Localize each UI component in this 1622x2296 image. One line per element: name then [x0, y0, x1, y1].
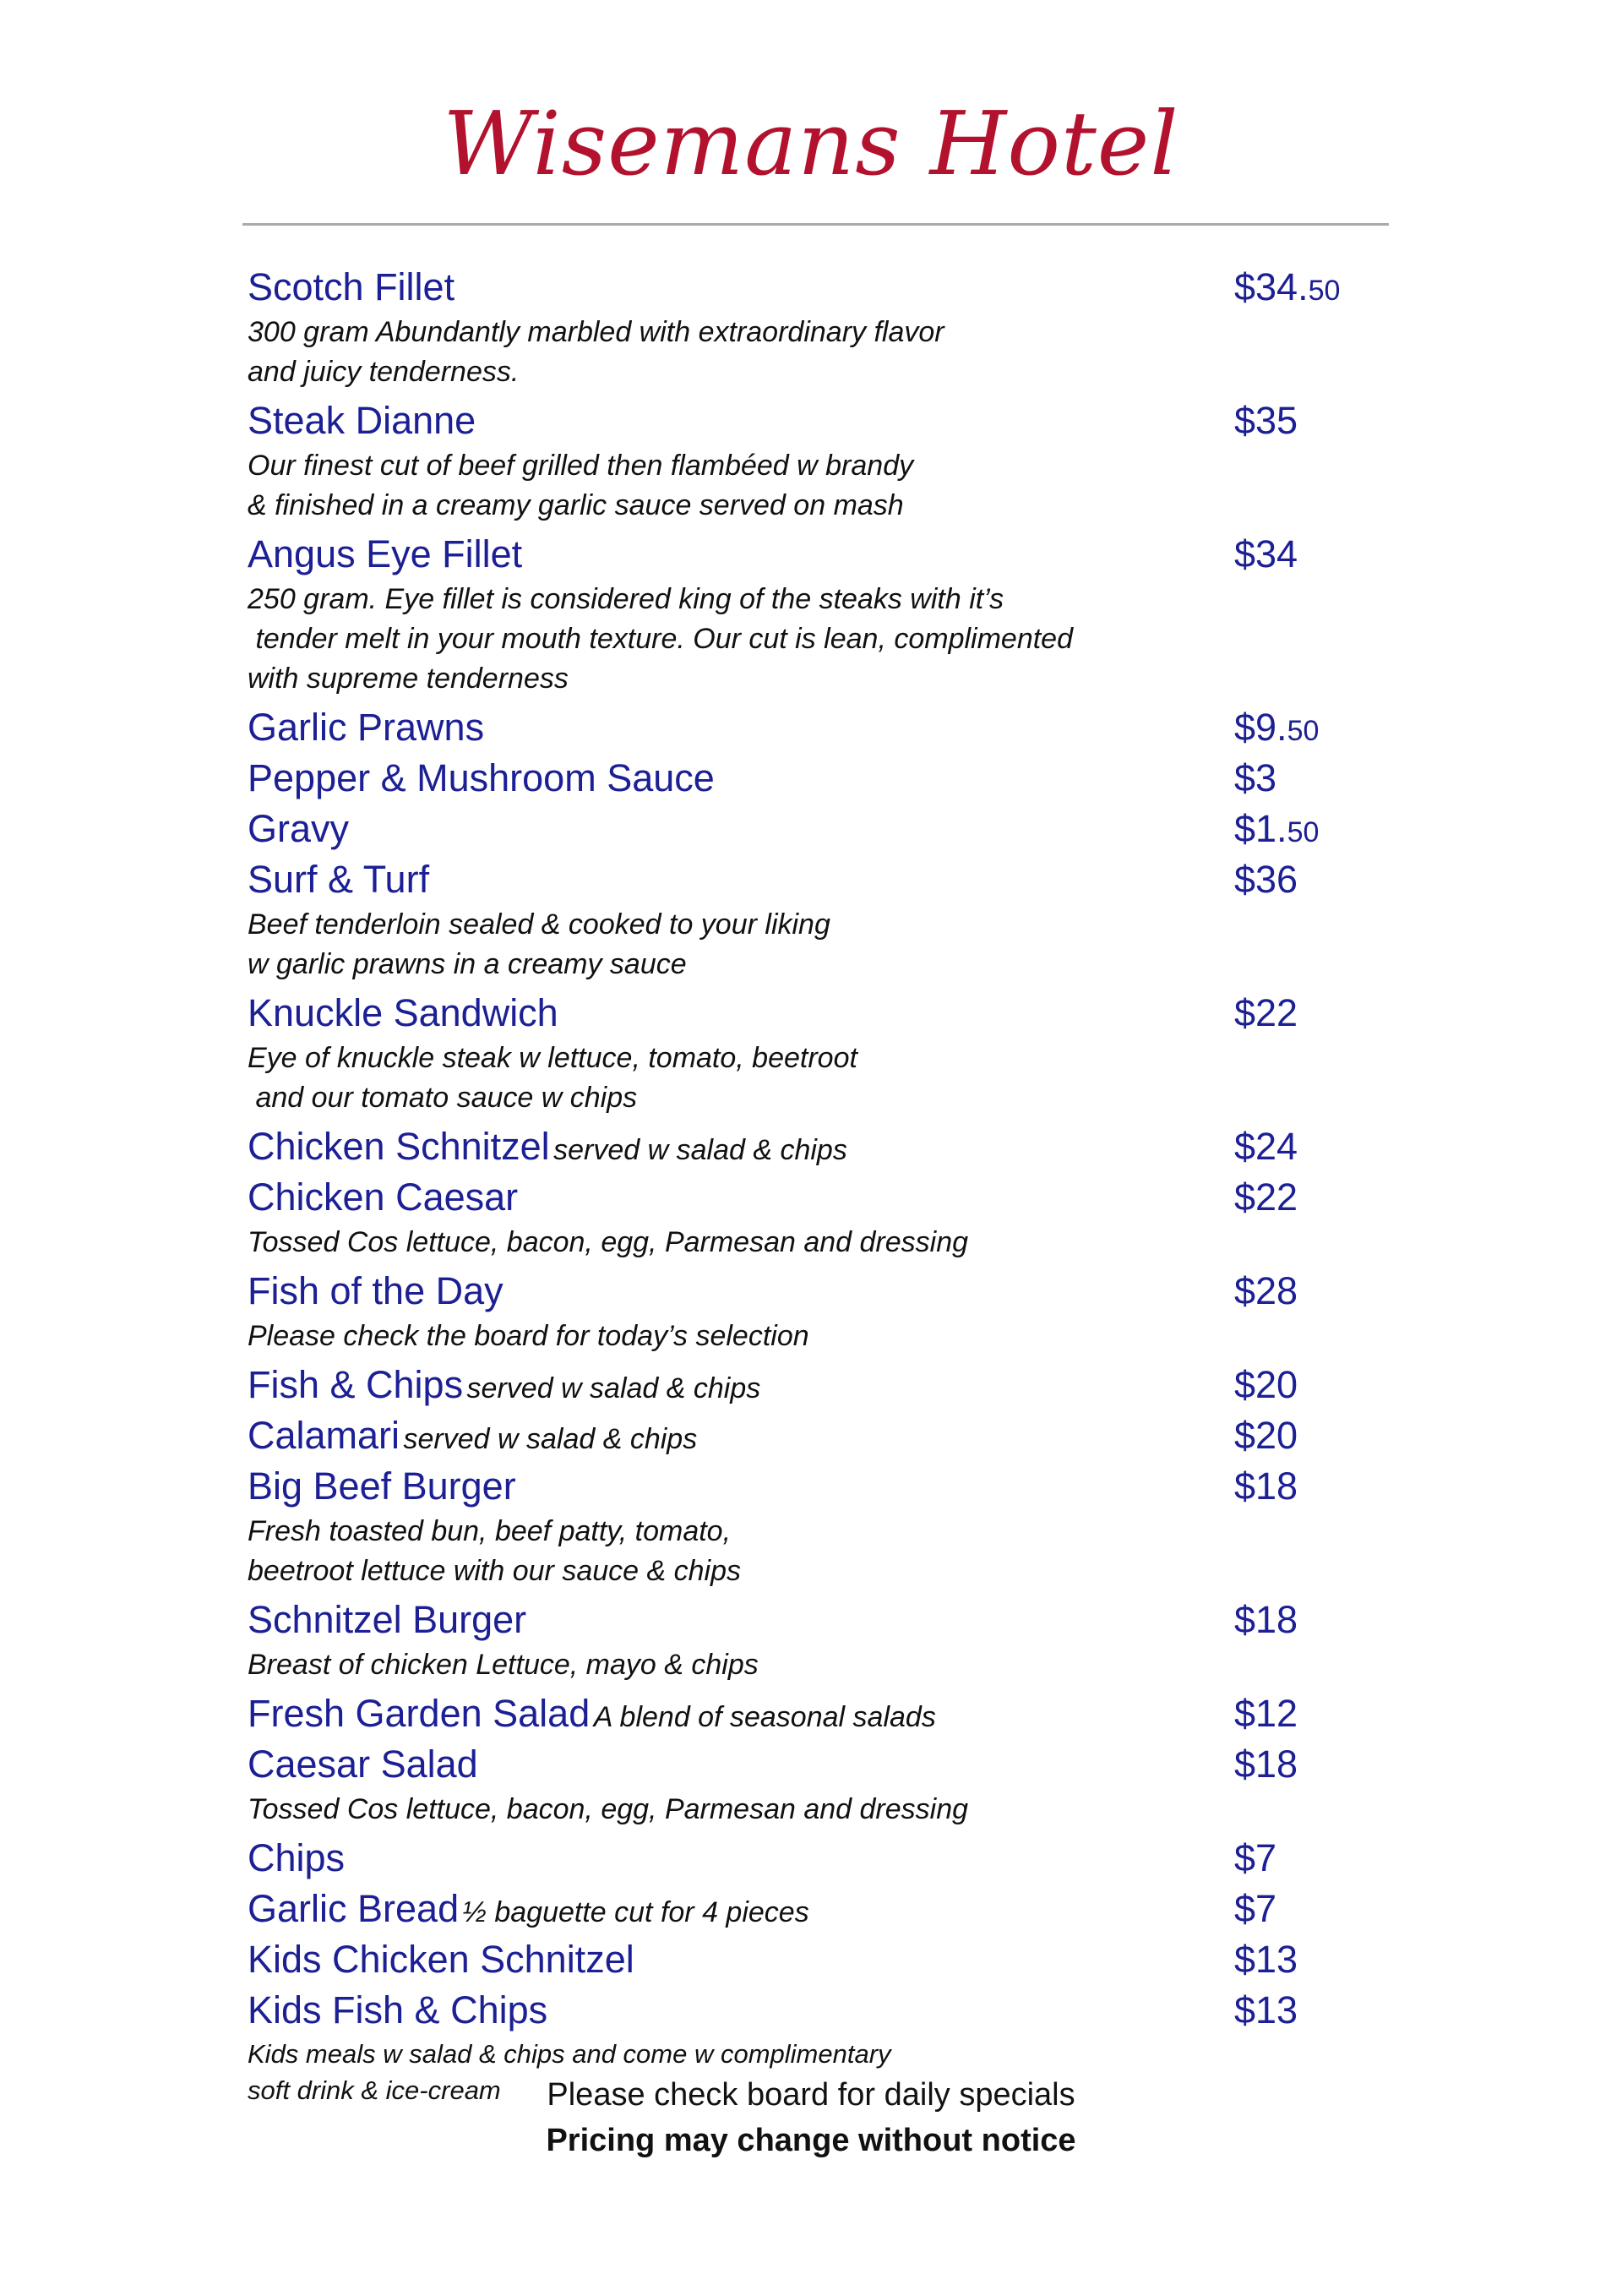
- menu-item-price: [1234, 1410, 1298, 1461]
- menu-item-name: Fish & Chips: [248, 1363, 464, 1406]
- menu-item-description: [248, 1317, 1380, 1356]
- menu-item: [248, 1266, 1380, 1356]
- menu-item-name: Pepper & Mushroom Sauce: [248, 756, 715, 799]
- menu-item-description: [248, 1223, 1380, 1263]
- menu-item-name: Garlic Bread: [248, 1887, 460, 1930]
- menu-item: [248, 1360, 1380, 1410]
- menu-item-name: Garlic Prawns: [248, 706, 485, 749]
- menu-item: [248, 753, 1380, 804]
- menu-item: [248, 1884, 1380, 1934]
- menu-item-name: Gravy: [248, 807, 350, 850]
- menu-item-note: A blend of seasonal salads: [593, 1701, 936, 1733]
- menu-item-price-cents: 50: [1287, 715, 1320, 747]
- menu-item-price-main: $35: [1234, 399, 1298, 442]
- menu-item-description-line: & finished in a creamy garlic sauce served on mash: [248, 489, 904, 521]
- menu-item-description-line: 250 gram. Eye fillet is considered king of the steaks with it’s: [248, 583, 1004, 615]
- menu-item-description-line: tender melt in your mouth texture. Our cut is lean, complimented: [248, 623, 1074, 655]
- menu-item-price: [1234, 1266, 1298, 1317]
- menu-item-description: [248, 446, 1380, 526]
- menu-item-note: served w salad & chips: [403, 1423, 698, 1455]
- menu-item-name: Fresh Garden Salad: [248, 1692, 591, 1735]
- menu-item-row: [248, 1985, 1380, 2036]
- menu-item-description-line: Breast of chicken Lettuce, mayo & chips: [248, 1649, 759, 1681]
- menu-item-price: [1234, 1884, 1276, 1934]
- menu-item-price: [1234, 988, 1298, 1039]
- menu-item: [248, 1833, 1380, 1884]
- menu-item-description-line: Our finest cut of beef grilled then flambéed w brandy: [248, 450, 914, 482]
- menu-item-price-main: $12: [1234, 1692, 1298, 1735]
- menu-item: [248, 854, 1380, 984]
- menu-item: [248, 1172, 1380, 1263]
- menu-item-description-line: and our tomato sauce w chips: [248, 1082, 638, 1114]
- menu-item-name: Scotch Fillet: [248, 265, 455, 308]
- menu-item-price-main: $22: [1234, 991, 1298, 1034]
- menu-item-row: [248, 395, 1380, 446]
- menu-item-description-line: Beef tenderloin sealed & cooked to your liking: [248, 908, 830, 941]
- menu-item-price-main: $22: [1234, 1175, 1298, 1219]
- menu-item-row: [248, 1360, 1380, 1410]
- menu-item-description-line: soft drink & ice-cream: [248, 2075, 501, 2105]
- menu-item-description: [248, 313, 1380, 392]
- menu-item-description-line: Eye of knuckle steak w lettuce, tomato, beetroot: [248, 1042, 857, 1074]
- footer-specials-note: Please check board for daily specials: [547, 2077, 1075, 2113]
- menu-item: [248, 1595, 1380, 1685]
- menu-item-description-line: Kids meals w salad & chips and come w complimentary: [248, 2039, 891, 2069]
- menu-item-row: [248, 702, 1380, 753]
- menu-item-price: [1234, 854, 1298, 905]
- menu-item-price-main: $20: [1234, 1414, 1298, 1457]
- menu-item-price: [1234, 1739, 1298, 1790]
- menu-item: [248, 702, 1380, 753]
- menu-item-name: Kids Chicken Schnitzel: [248, 1938, 634, 1981]
- menu-item-row: [248, 753, 1380, 804]
- menu-item-price: [1234, 529, 1298, 580]
- menu-item-price: [1234, 1121, 1298, 1172]
- menu-item-description-line: beetroot lettuce with our sauce & chips: [248, 1555, 741, 1587]
- menu-item-row: [248, 1461, 1380, 1512]
- menu-item-price: [1234, 262, 1340, 316]
- menu-item-row: [248, 1739, 1380, 1790]
- menu-item-description-line: and juicy tenderness.: [248, 356, 520, 388]
- menu-item-price: [1234, 1595, 1298, 1645]
- menu-item-price-main: $18: [1234, 1742, 1298, 1786]
- menu-item-description: [248, 1790, 1380, 1830]
- menu-item-price-main: $36: [1234, 858, 1298, 901]
- menu-item-description: [248, 1645, 1380, 1685]
- menu-item-row: [248, 1595, 1380, 1645]
- menu-item-name: Steak Dianne: [248, 399, 476, 442]
- menu-item: [248, 1934, 1380, 1985]
- menu-item-row: [248, 804, 1380, 854]
- menu-list: [248, 262, 1380, 2112]
- menu-item-price-main: $24: [1234, 1125, 1298, 1168]
- title-divider: [242, 223, 1389, 226]
- menu-item-price: [1234, 1688, 1298, 1739]
- menu-item-price-main: $34.: [1234, 265, 1309, 308]
- menu-item-price-main: $13: [1234, 1938, 1298, 1981]
- menu-item: [248, 1739, 1380, 1830]
- menu-item-price: [1234, 804, 1319, 858]
- menu-item: [248, 262, 1380, 392]
- menu-item-name: Big Beef Burger: [248, 1464, 516, 1508]
- menu-item-row: [248, 1172, 1380, 1223]
- menu-item-description-line: Tossed Cos lettuce, bacon, egg, Parmesan and dressing: [248, 1226, 969, 1258]
- menu-item-name: Chicken Caesar: [248, 1175, 519, 1219]
- menu-item: [248, 395, 1380, 526]
- menu-item-price-main: $18: [1234, 1598, 1298, 1641]
- menu-item-description-line: Please check the board for today’s selection: [248, 1320, 809, 1352]
- menu-item-row: [248, 1688, 1380, 1739]
- menu-item-price: [1234, 1360, 1298, 1410]
- menu-item-row: [248, 529, 1380, 580]
- menu-item-price-main: $1.: [1234, 807, 1287, 850]
- menu-item-price-main: $20: [1234, 1363, 1298, 1406]
- menu-item-name: Caesar Salad: [248, 1742, 478, 1786]
- menu-item-price: [1234, 1985, 1298, 2036]
- menu-item-description: [248, 1512, 1380, 1591]
- menu-item: [248, 1121, 1380, 1172]
- menu-item: [248, 529, 1380, 699]
- menu-item-price: [1234, 1833, 1276, 1884]
- menu-item-row: [248, 1121, 1380, 1172]
- footer-pricing-note: Pricing may change without notice: [546, 2123, 1076, 2158]
- menu-item-row: [248, 1934, 1380, 1985]
- menu-item-name: Surf & Turf: [248, 858, 430, 901]
- menu-item-note: ½ baguette cut for 4 pieces: [462, 1896, 809, 1928]
- menu-item: [248, 988, 1380, 1118]
- menu-item-price-main: $28: [1234, 1269, 1298, 1312]
- menu-item-row: [248, 1884, 1380, 1934]
- menu-item-price: [1234, 1461, 1298, 1512]
- menu-item-description-line: Fresh toasted bun, beef patty, tomato,: [248, 1515, 732, 1547]
- menu-item-name: Chips: [248, 1836, 346, 1879]
- menu-item: [248, 1410, 1380, 1461]
- menu-item-price-main: $13: [1234, 1988, 1298, 2031]
- menu-item-description-line: 300 gram Abundantly marbled with extraordinary flavor: [248, 316, 944, 348]
- menu-item: [248, 804, 1380, 854]
- menu-item-price-main: $7: [1234, 1887, 1277, 1930]
- menu-item-price-main: $7: [1234, 1836, 1277, 1879]
- menu-item-price-main: $18: [1234, 1464, 1298, 1508]
- menu-item-price-main: $3: [1234, 756, 1277, 799]
- menu-item: [248, 1688, 1380, 1739]
- menu-item-row: [248, 988, 1380, 1039]
- menu-item-row: [248, 262, 1380, 313]
- menu-item: [248, 1461, 1380, 1591]
- menu-item-price: [1234, 1172, 1298, 1223]
- menu-item-row: [248, 1410, 1380, 1461]
- menu-item-name: Fish of the Day: [248, 1269, 503, 1312]
- menu-item-price: [1234, 702, 1319, 756]
- menu-item-name: Kids Fish & Chips: [248, 1988, 548, 2031]
- menu-item-row: [248, 854, 1380, 905]
- menu-item-price: [1234, 1934, 1298, 1985]
- menu-item-price-cents: 50: [1287, 816, 1320, 848]
- menu-item-price-main: $9.: [1234, 706, 1287, 749]
- menu-item-name: Chicken Schnitzel: [248, 1125, 550, 1168]
- menu-item-description: [248, 905, 1380, 984]
- menu-item-name: Angus Eye Fillet: [248, 532, 523, 575]
- menu-item-description: [248, 1039, 1380, 1118]
- menu-item-price-main: $34: [1234, 532, 1298, 575]
- menu-item-description-line: Tossed Cos lettuce, bacon, egg, Parmesan and dressing: [248, 1793, 969, 1825]
- menu-item-description-line: with supreme tenderness: [248, 663, 569, 695]
- page-title: Wisemans Hotel: [443, 92, 1179, 195]
- menu-item-name: Schnitzel Burger: [248, 1598, 527, 1641]
- menu-item-name: Calamari: [248, 1414, 400, 1457]
- menu-item-price: [1234, 753, 1276, 804]
- menu-item-row: [248, 1833, 1380, 1884]
- menu-item-row: [248, 1266, 1380, 1317]
- menu-item-description-line: w garlic prawns in a creamy sauce: [248, 948, 687, 980]
- menu-item-note: served w salad & chips: [466, 1372, 761, 1404]
- menu-item-price: [1234, 395, 1298, 446]
- menu-item-name: Knuckle Sandwich: [248, 991, 558, 1034]
- menu-item-note: served w salad & chips: [553, 1134, 847, 1166]
- menu-item-price-cents: 50: [1308, 275, 1341, 307]
- menu-item-description: [248, 580, 1380, 699]
